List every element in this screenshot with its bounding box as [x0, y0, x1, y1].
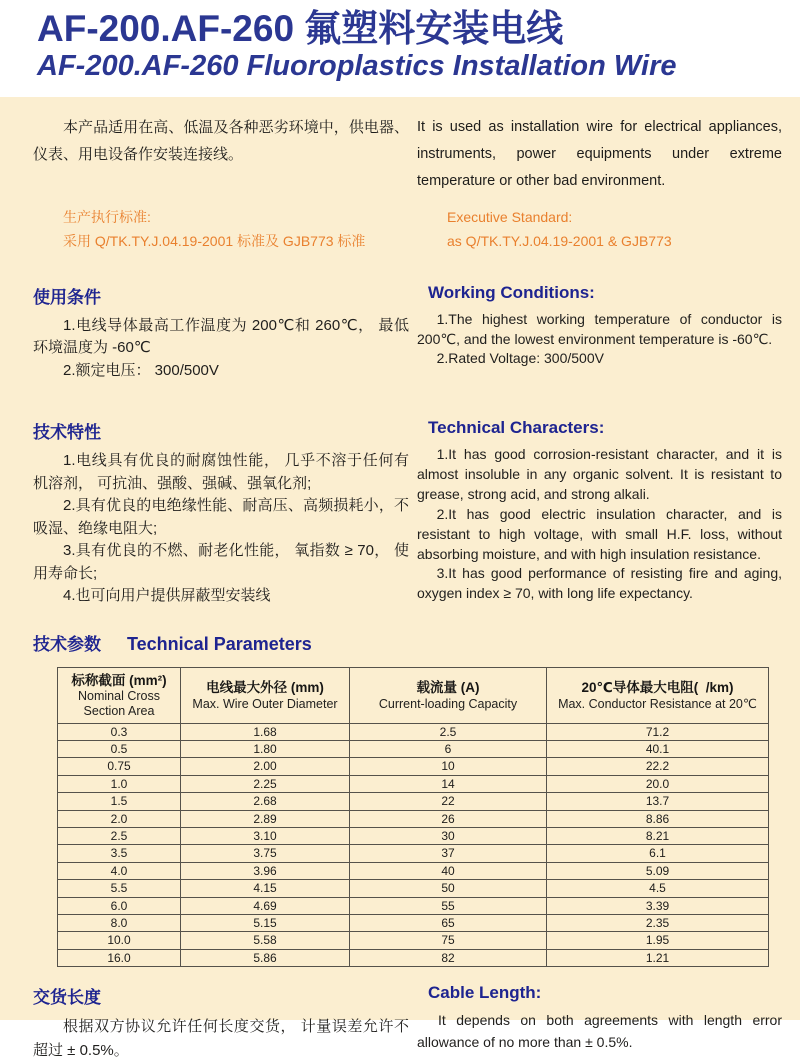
technical-characters-zh-item: 1.电线具有优良的耐腐蚀性能， 几乎不溶于任何有机溶剂， 可抗油、强酸、强碱、强氧化剂; [33, 452, 409, 492]
table-cell: 2.35 [547, 914, 769, 931]
table-cell: 2.5 [350, 723, 547, 740]
table-header-row [58, 667, 769, 723]
table-row [58, 828, 769, 845]
table-cell: 4.15 [181, 880, 350, 897]
table-header-en: Nominal Cross Section Area [78, 689, 160, 719]
table-cell: 6 [350, 741, 547, 758]
table-row [58, 914, 769, 931]
content-area [0, 97, 800, 1060]
technical-characters-zh [33, 418, 409, 608]
technical-characters-zh-item: 3.具有优良的不燃、耐老化性能， 氧指数 ≥ 70， 使用寿命长; [33, 542, 409, 582]
table-cell: 0.5 [58, 741, 181, 758]
table-header-zh: 电线最大外径 (mm) [206, 680, 324, 696]
working-conditions-heading-en: Working Conditions: [428, 282, 595, 302]
table-row [58, 845, 769, 862]
table-cell: 82 [350, 949, 547, 966]
table-cell: 3.39 [547, 897, 769, 914]
table-header-zh: 20℃导体最大电阻( /km) [581, 680, 734, 696]
technical-characters-en-item: 3.It has good performance of resisting fire and aging, oxygen index ≥ 70, with long life expectancy. [417, 565, 782, 602]
working-conditions-en-item: 2.Rated Voltage: 300/500V [436, 350, 604, 367]
working-conditions-section [33, 283, 782, 383]
table-cell: 0.3 [58, 723, 181, 740]
table-cell: 5.09 [547, 862, 769, 879]
technical-characters-en [417, 418, 782, 608]
table-cell: 8.21 [547, 828, 769, 845]
table-cell: 2.5 [58, 828, 181, 845]
table-cell: 30 [350, 828, 547, 845]
executive-standard-en-label: Executive Standard: [447, 209, 573, 226]
table-cell: 6.0 [58, 897, 181, 914]
table-header-zh: 标称截面 (mm²) [71, 672, 167, 688]
table-cell: 5.15 [181, 914, 350, 931]
working-conditions-heading-zh: 使用条件 [33, 287, 101, 307]
cable-length-text-zh: 根据双方协议允许任何长度交货， 计量误差允许不超过 ± 0.5%。 [33, 1018, 409, 1060]
table-cell: 3.96 [181, 862, 350, 879]
table-cell: 71.2 [547, 723, 769, 740]
table-cell: 22.2 [547, 758, 769, 775]
table-header-en: Max. Conductor Resistance at 20℃ [558, 696, 757, 711]
standards-row [33, 206, 782, 252]
table-cell: 1.80 [181, 741, 350, 758]
product-title-en: AF-200.AF-260 Fluoroplastics Installation Wire [37, 49, 677, 82]
table-row [58, 741, 769, 758]
table-header-cell [181, 667, 350, 723]
table-cell: 3.75 [181, 845, 350, 862]
executive-standard-zh-label: 生产执行标准: [63, 209, 151, 226]
working-conditions-en [417, 283, 782, 383]
table-cell: 1.95 [547, 932, 769, 949]
table-row [58, 723, 769, 740]
table-header-cell [58, 667, 181, 723]
cable-length-heading-zh: 交货长度 [33, 988, 101, 1008]
table-cell: 13.7 [547, 793, 769, 810]
executive-standard-en [417, 206, 782, 252]
table-cell: 37 [350, 845, 547, 862]
table-cell: 1.21 [547, 949, 769, 966]
technical-parameters-table [57, 667, 769, 968]
table-cell: 10 [350, 758, 547, 775]
intro-paragraph-zh: 本产品适用在高、低温及各种恶劣环境中，供电器、仪表、用电设备作安装连接线。 [33, 119, 409, 163]
table-header-en: Max. Wire Outer Diameter [192, 696, 338, 711]
table-cell: 2.0 [58, 810, 181, 827]
table-cell: 2.00 [181, 758, 350, 775]
table-cell: 3.5 [58, 845, 181, 862]
executive-standard-zh-value: 采用 Q/TK.TY.J.04.19-2001 标准及 GJB773 标准 [63, 232, 366, 249]
table-cell: 5.5 [58, 880, 181, 897]
cable-length-text-en: It depends on both agreements with length error allowance of no more than ± 0.5%. [417, 1012, 782, 1050]
table-cell: 4.0 [58, 862, 181, 879]
intro-row [33, 114, 782, 194]
technical-parameters-heading-zh: 技术参数 [33, 634, 101, 654]
table-cell: 10.0 [58, 932, 181, 949]
table-row [58, 775, 769, 792]
table-cell: 3.10 [181, 828, 350, 845]
table-cell: 8.0 [58, 914, 181, 931]
cable-length-heading-en: Cable Length: [428, 983, 542, 1003]
table-header-en: Current-loading Capacity [378, 696, 518, 711]
cable-length-en [417, 983, 782, 1063]
technical-characters-en-item: 1.It has good corrosion-resistant character, and it is almost insoluble in any organic solvent. It is resistant to grease, strong acid, and strong alkali. [417, 446, 782, 502]
table-row [58, 880, 769, 897]
table-cell: 20.0 [547, 775, 769, 792]
cable-length-section [33, 983, 782, 1063]
table-cell: 2.89 [181, 810, 350, 827]
technical-characters-zh-item: 4.也可向用户提供屏蔽型安装线 [63, 587, 271, 605]
table-header-zh: 载流量 (A) [416, 680, 480, 696]
table-cell: 5.58 [181, 932, 350, 949]
table-cell: 1.68 [181, 723, 350, 740]
executive-standard-zh [33, 206, 409, 252]
table-cell: 14 [350, 775, 547, 792]
working-conditions-zh-item: 2.额定电压： 300/500V [63, 361, 219, 379]
table-cell: 2.25 [181, 775, 350, 792]
table-cell: 1.5 [58, 793, 181, 810]
technical-characters-heading-zh: 技术特性 [33, 423, 101, 443]
technical-characters-zh-item: 2.具有优良的电绝缘性能、耐高压、高频损耗小，不吸湿、绝缘电阻大; [33, 497, 409, 537]
table-cell: 5.86 [181, 949, 350, 966]
table-cell: 50 [350, 880, 547, 897]
table-header-cell [350, 667, 547, 723]
technical-characters-section [33, 418, 782, 608]
technical-characters-heading-en: Technical Characters: [428, 418, 605, 438]
executive-standard-en-value: as Q/TK.TY.J.04.19-2001 & GJB773 [447, 232, 672, 249]
table-head [58, 667, 769, 723]
table-row [58, 793, 769, 810]
table-cell: 55 [350, 897, 547, 914]
table-row [58, 758, 769, 775]
table-cell: 4.69 [181, 897, 350, 914]
table-cell: 26 [350, 810, 547, 827]
table-cell: 75 [350, 932, 547, 949]
table-row [58, 810, 769, 827]
table-cell: 4.5 [547, 880, 769, 897]
table-row [58, 862, 769, 879]
working-conditions-zh-item: 1.电线导体最高工作温度为 200℃和 260℃， 最低环境温度为 -60℃ [33, 316, 409, 357]
table-row [58, 932, 769, 949]
table-body [58, 723, 769, 966]
table-row [58, 897, 769, 914]
table-cell: 22 [350, 793, 547, 810]
intro-paragraph-en: It is used as installation wire for electrical appliances, instruments, power equipments under extreme temperature or other bad environment. [417, 119, 782, 189]
table-cell: 16.0 [58, 949, 181, 966]
table-cell: 2.68 [181, 793, 350, 810]
table-cell: 6.1 [547, 845, 769, 862]
masthead [0, 0, 800, 97]
cable-length-zh [33, 983, 409, 1063]
table-cell: 65 [350, 914, 547, 931]
table-cell: 40.1 [547, 741, 769, 758]
table-cell: 0.75 [58, 758, 181, 775]
table-cell: 40 [350, 862, 547, 879]
table-header-cell [547, 667, 769, 723]
technical-parameters-heading-en: Technical Parameters [127, 633, 312, 654]
table-cell: 1.0 [58, 775, 181, 792]
technical-characters-en-item: 2.It has good electric insulation character, and is resistant to high voltage, with small H.F. loss, without absorbing moisture, and with high insulation resistance. [417, 505, 782, 562]
table-row [58, 949, 769, 966]
technical-parameters-heading [33, 630, 782, 655]
product-title-zh: AF-200.AF-260 氟塑料安装电线 [37, 8, 564, 49]
working-conditions-en-item: 1.The highest working temperature of conductor is 200℃, and the lowest environment temperature is -60℃. [417, 310, 782, 347]
working-conditions-zh [33, 283, 409, 383]
table-cell: 8.86 [547, 810, 769, 827]
